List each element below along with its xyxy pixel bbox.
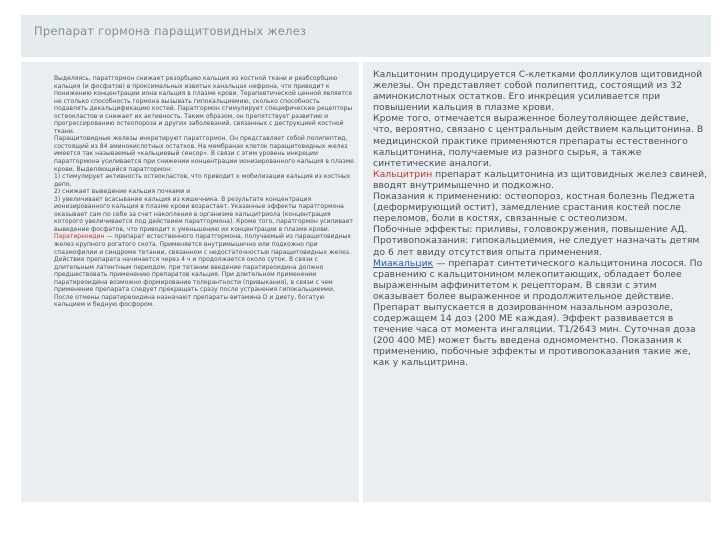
left-paragraph [54,233,354,308]
drug-name-kalcitrin: Кальцитрин [373,168,433,180]
right-paragraph: Показания к применению: остеопороз, костная болезнь Педжета (деформирующий остит), замедление срастания костей после переломов, боли в костях, связанные с остеолизом. [373,191,695,225]
left-paragraph: 2) снижает выведение кальция почками и [54,188,191,196]
miacalcic-link[interactable]: Миакальцик [373,257,434,269]
left-paragraph: 1) стимулирует активность остеокластов, что приводит к мобилизации кальция из костных депо, [54,173,351,188]
slide-title: Препарат гормона паращитовидных желез [34,24,307,38]
right-paragraph: Кроме того, отмечается выраженное болеутоляющее действие, что, вероятно, связано с центральным действием кальцитонина. В медицинской практике применяются препараты естественного кальцитонина, получаемые из разного сырья, а также синтетические аналоги. [373,113,704,169]
right-paragraph: Кальцитонин продуцируется С-клетками фолликулов щитовидной железы. Он представляет собой полипептид, состоящий из 32 аминокислотных остатков. Его инкреция усиливается при повышении кальция в плазме крови. [373,69,703,114]
left-paragraph-text: — препарат естественного паратгормона, получаемый из паращитовидных желез крупного рогатого скота. Применяется внутримышечно или подкожно при спазмофилии и синдроме тетании, связанном с недостаточностью паращитовидных желез. Действие препарата начинается через 4 ч и продолжается около суток. В связи с длительным латентным периодом, при тетании введение паратиреоидина должно предшествовать применению препаратов кальция. При длительном применении паратиреоидина возможно формирование толерантности (привыкания), в связи с чем применение препарата следует прекращать сразу после устранения гипокальциемии. После отмены паратиреоидина назначают препараты витамина D и диету, богатую кальцием и бедную фосфором. [54,233,351,309]
drug-name-paratireoidin: Паратиреоидин [54,233,105,241]
left-paragraph: Паращитовидные железы инкретируют паратгормон. Он представляет собой полипептид, состоящий из 84 аминокислотных остатков. На мембранах клеток паращитовидных желез имеется так называемый «кальциевый сенсор». В связи с этим уровень инкреции паратгормона усиливается при снижении концентрации ионизированного кальция в плазме крови. Выделяющийся паратгормон: [54,135,354,173]
right-paragraph [373,258,709,369]
right-paragraph: Побочные эффекты: приливы, головокружения, повышение АД. [373,224,688,236]
right-paragraph-text: препарат кальцитонина из щитовидных желез свиней, вводят внутримышечно и подкожно. [373,168,708,191]
right-paragraph-text: — препарат синтетического кальцитонина лосося. По сравнению с кальцитонином млекопитающих, обладает более выраженным аффинитетом к рецепторам. В связи с этим оказывает более выраженное и продолжительное действие. Препарат выпускается в дозированном назальном аэрозоле, содержащем 14 доз (200 МЕ каждая). Эффект развивается в течение часа от момента ингаляции. T1/2643 мин. Суточная доза (200 400 МЕ) может быть введена одномоментно. Показания к применению, побочные эффекты и противопоказания такие же, как у кальцитрина. [373,257,703,369]
right-text-block [373,69,709,369]
left-text-block [54,75,354,309]
left-paragraph: Выделяясь, паратгормон снижает резорбцию кальция из костной ткани и реабсорбцию кальция (и фосфатов) в проксимальных извитых канальцах нефрона, что приводит к понижению концентрации иона кальция в плазме крови. Терапевтической ценной является не столько способность гормона вызывать гипокальциемию, сколько способность подавлять декальцификацию костей. Паратгормон стимулирует специфические рецепторы остеокластов и снижает их активность. Таким образом, он препятствует развитию и прогрессированию остеопороза и других заболеваний, связанных с деструкцией костной ткани. [54,75,353,135]
right-paragraph: Противопоказания: гипокальциемия, не следует назначать детям до 6 лет ввиду отсутствия опыта применения. [373,235,700,258]
right-paragraph [373,169,709,191]
left-paragraph: 3) увеличивает всасывание кальция из кишечника. В результате концентрация ионизированного кальция в плазме крови возрастает. Указанные эффекты паратгормона оказывает сам по себе за счет накопления в организме кальцитриола (концентрация которого увеличивается под действием паратгормона). Кроме того, паратгормон усиливает выведение фосфатов, что приводит к уменьшению их концентрации в плазме крови. [54,195,353,233]
